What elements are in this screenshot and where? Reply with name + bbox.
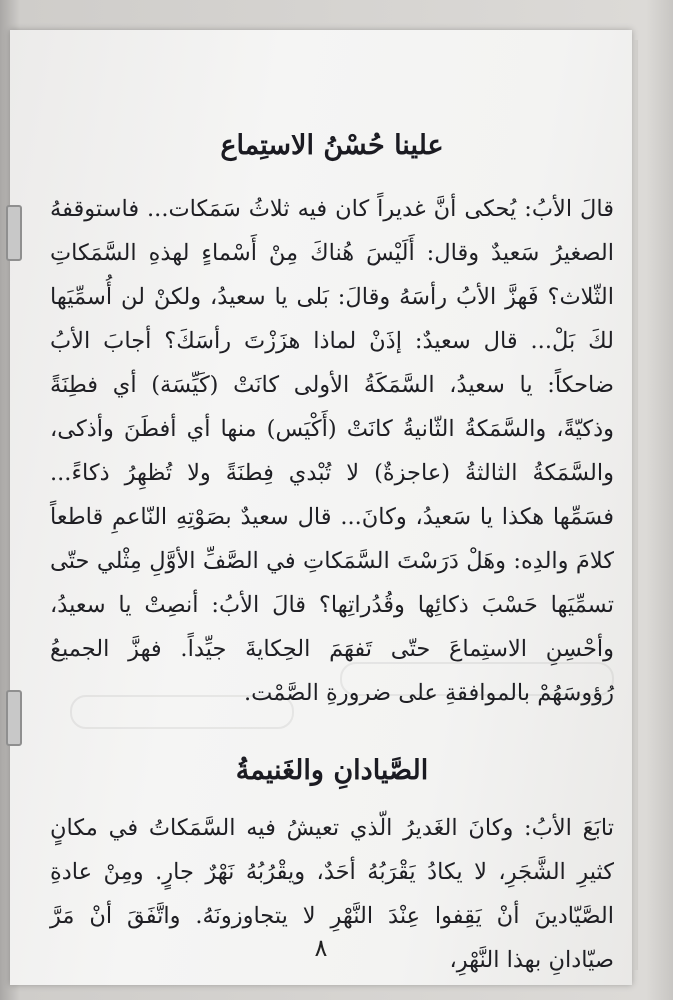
page-number: ٨ [314, 934, 328, 962]
page-content [50, 100, 614, 982]
section-heading-fishermen: الصَّيادانِ والغَنيمةُ [235, 755, 429, 786]
staple [6, 205, 22, 261]
book-page [10, 30, 632, 985]
staple [6, 690, 22, 746]
story-paragraph-2: تابَعَ الأبُ: وكانَ الغَديرُ الّذي تعيشُ فيه السَّمَكاتُ في مكانٍ كثيرِ الشَّجَرِ، لا يكادُ يَقْرَبُهُ أحَدٌ، ويقْرُبُهُ نَهْرٌ جارٍ. ومِنْ عادةِ الصَّيّادينَ أنْ يَقِفوا عِنْدَ النَّهْرِ لا يتجاوزونَهُ. واتَّفَقَ أنْ مَرَّ صيّادانِ بهذا النَّهْرِ، [50, 815, 614, 973]
section-heading-listening: علينا حُسْنُ الاستِماع [220, 130, 444, 161]
story-paragraph-1: قالَ الأبُ: يُحكى أنَّ غديراً كان فيه ثلاثُ سَمَكات... فاستوقفهُ الصغيرُ سَعيدٌ وقال: أَلَيْسَ هُناكَ مِنْ أَسْماءٍ لهذهِ السَّمَكاتِ الثّلاث؟ فَهزَّ الأبُ رأسَهُ وقالَ: بَلى يا سعيدُ، ولكنْ لن أُسمِّيَها لكَ بَلْ... قال سعيدٌ: إذَنْ لماذا هزَزْتَ رأسَكَ؟ أجابَ الأبُ ضاحكاً: يا سعيدُ، السَّمَكَةُ الأولى كانَتْ (كَيِّسَة) أي فطِنَةً وذكيّةً، والسَّمَكةُ الثّانيةُ كانَتْ (أَكْيَس) منها أي أفطَنَ وأذكى، والسَّمَكةُ الثالثةُ (عاجزةٌ) لا تُبْدي فِطنَةً ولا تُظهِرُ ذكاءً... فسَمِّها هكذا يا سَعيدُ، وكانَ... قال سعيدٌ بصَوْتِهِ النّاعمِ قاطعاً كلامَ والدِه: وهَلْ دَرَسْتَ السَّمَكاتِ في الصَّفِّ الأوَّلِ مِثْلي حتّى تسمِّيَها حَسْبَ ذكائِها وقُدُراتِها؟ قالَ الأبُ: أنصِتْ يا سعيدُ، وأحْسِنِ الاستِماعَ حتّى تَفهَمَ الحِكايةَ جيِّداً. فهزَّ الجميعُ رُؤوسَهُمْ بالموافقةِ على ضرورةِ الصَّمْت. [50, 196, 614, 706]
